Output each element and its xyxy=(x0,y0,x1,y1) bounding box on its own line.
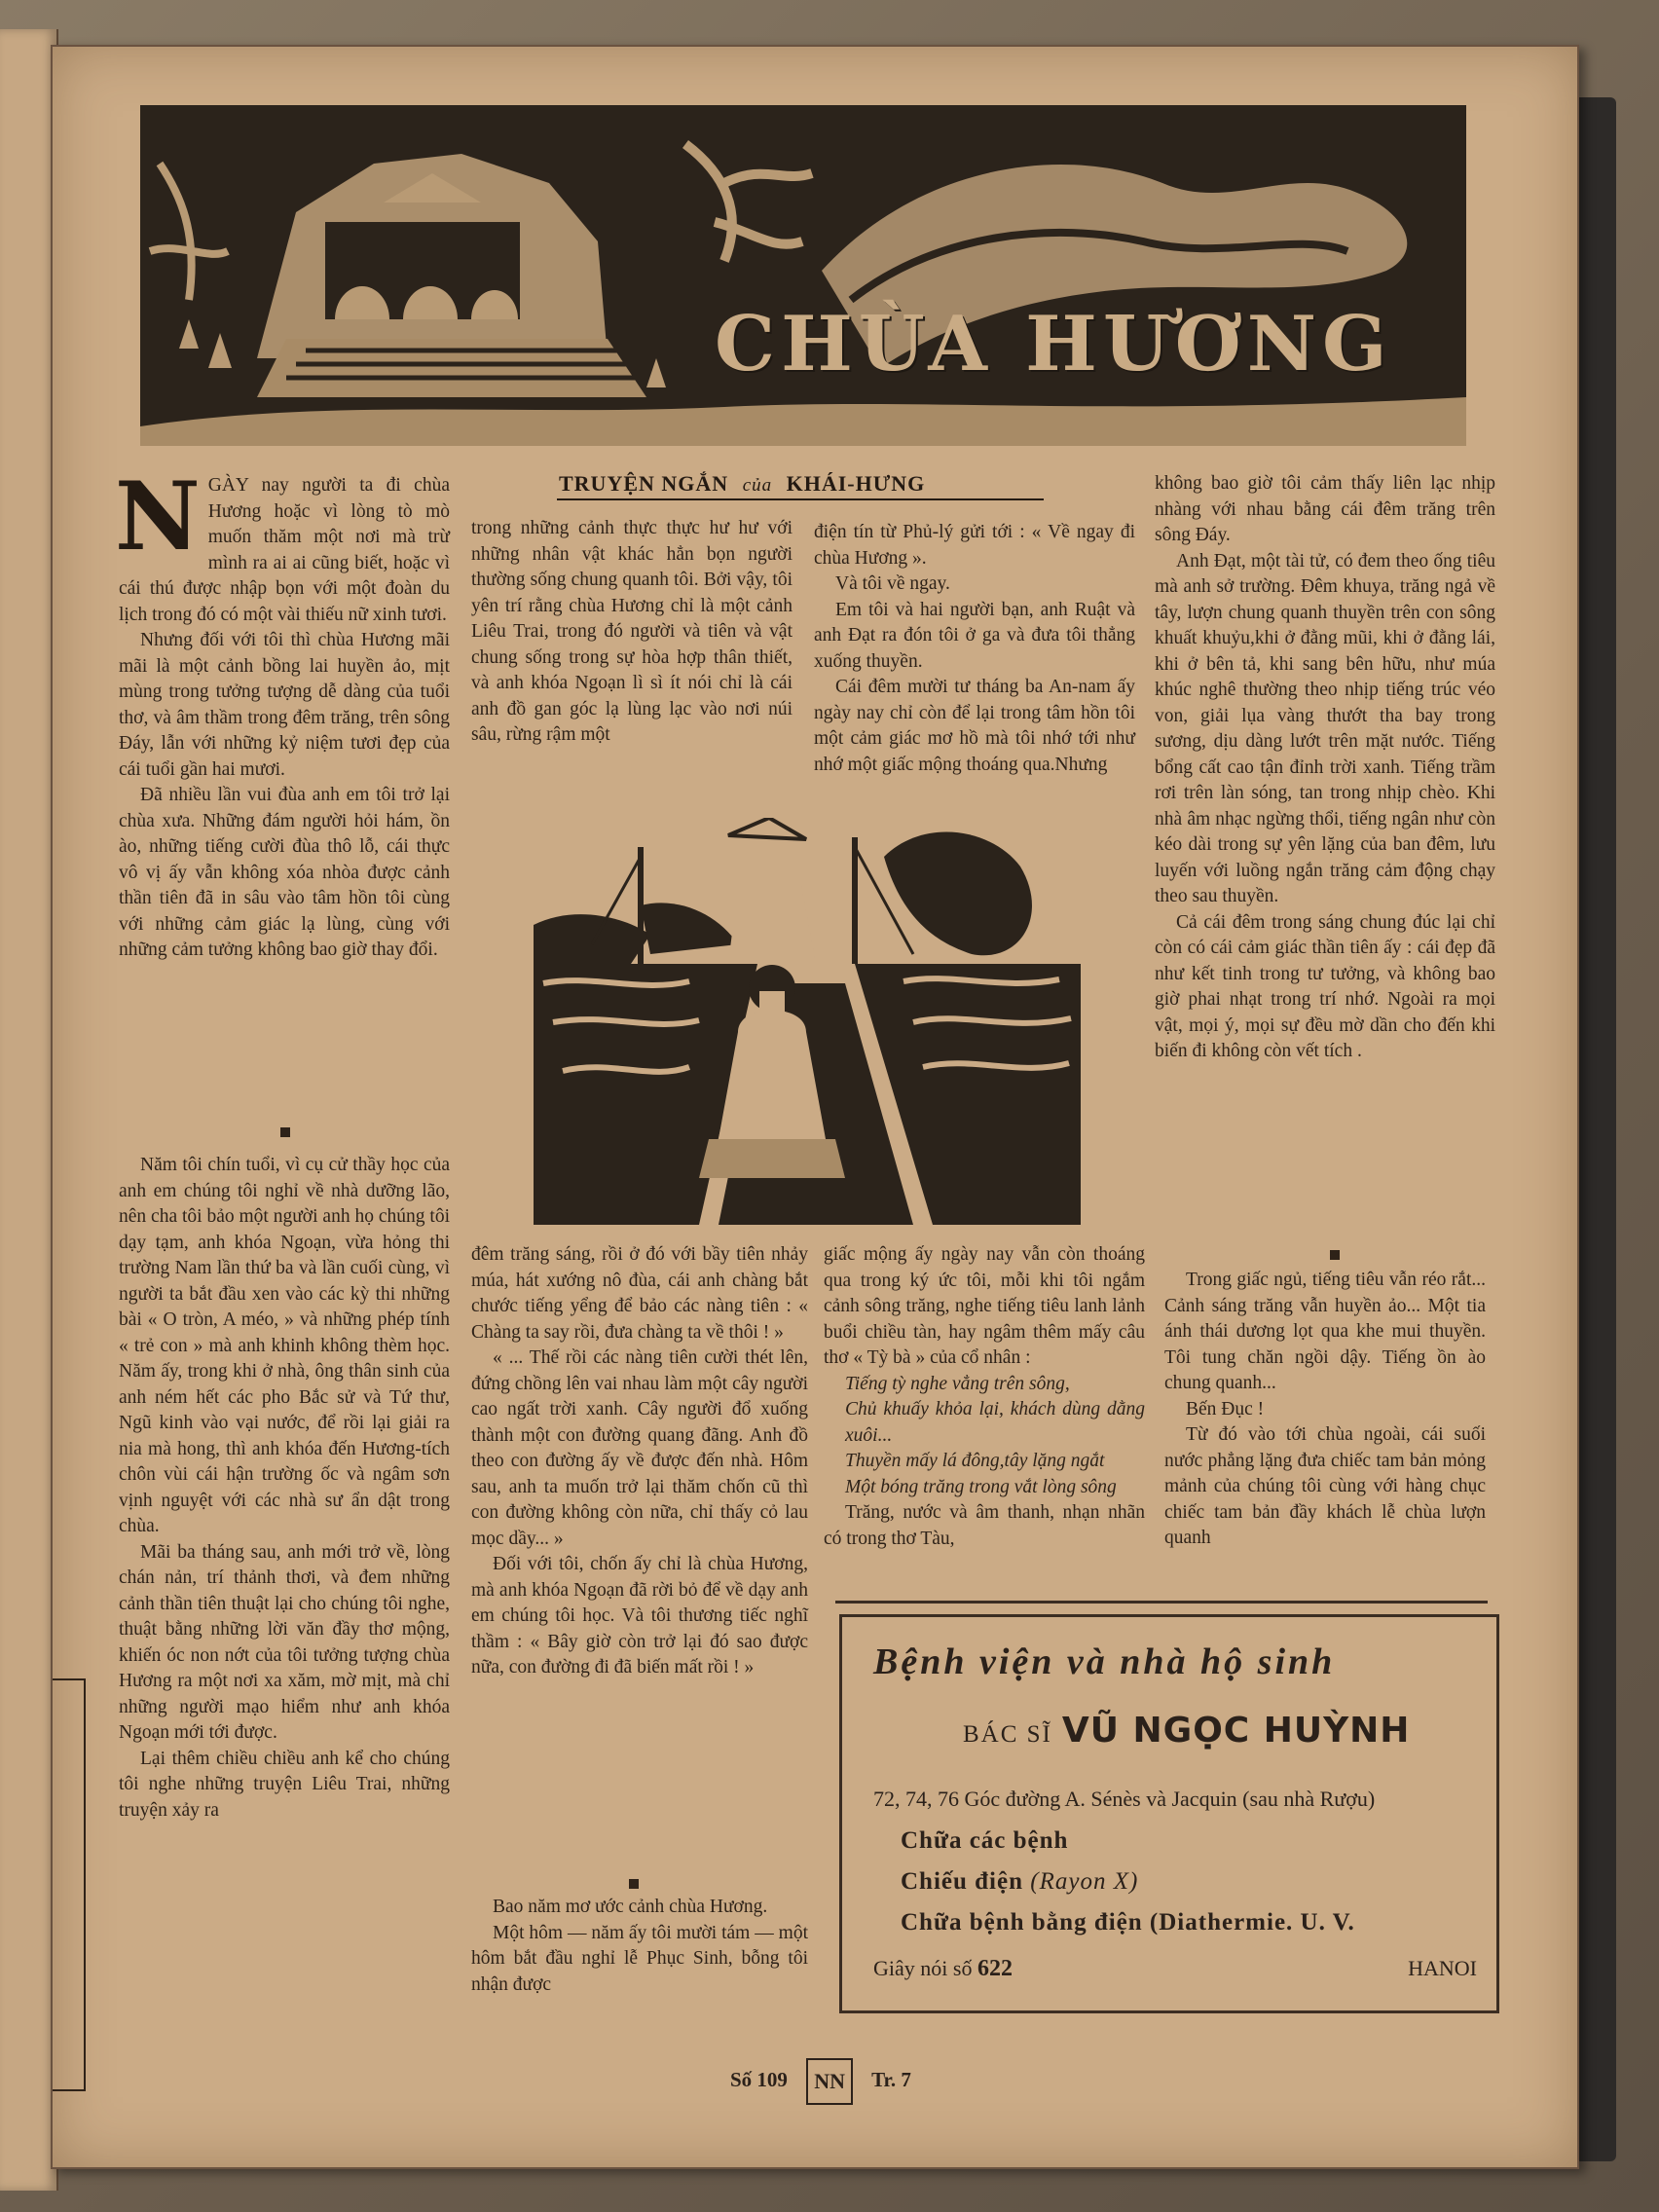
paragraph: Trăng, nước và âm thanh, nhạn nhãn có trong thơ Tàu, xyxy=(824,1502,1145,1549)
byline-of: của xyxy=(742,475,773,496)
paragraph: không bao giờ tôi cảm thấy liên lạc nhịp nhàng với nhau bằng cái đêm trăng trên sông Đáy. xyxy=(1155,473,1495,545)
paragraph: trong những cảnh thực thực hư hư với những nhân vật khác hẳn bọn người thường sống chung quanh tôi. Bởi vậy, tôi yên trí rằng chùa Hương chỉ là một cảnh Liêu Trai, trong đó người và tiên và vật chung sống trong sự hòa hợp thân thiết, và anh khóa Ngoạn lì sì ít nói chỉ là cái anh đồ gan góc lạ lùng lạc vào nơi núi sâu, rừng rậm một xyxy=(471,518,793,745)
paragraph: Cái đêm mười tư tháng ba An-nam ấy ngày nay chỉ còn để lại trong tâm hồn tôi một cảm giác mơ hồ mà tôi nhớ tới như nhớ một giấc mộng thoáng qua.Nhưng xyxy=(814,677,1135,775)
paragraph: Trong giấc ngủ, tiếng tiêu vẫn réo rắt... Cảnh sáng trăng vẫn huyền ảo... Một tia ánh thái dương lọt qua khe mui thuyền. Tôi tung chăn ngồi dậy. Tiếng ồn ào chung quanh... xyxy=(1164,1270,1486,1393)
ad-title: Bệnh viện và nhà hộ sinh xyxy=(873,1641,1336,1682)
issue-number: Số 109 xyxy=(730,2067,788,2091)
column-3-bottom xyxy=(824,1242,1145,1552)
section-separator xyxy=(1330,1250,1340,1260)
column-3-top xyxy=(814,520,1135,778)
paragraph: Năm tôi chín tuổi, vì cụ cử thầy học của anh em chúng tôi nghỉ về nhà dưỡng lão, nên cha tôi bảo một người anh họ chúng tôi dạy tạm, anh khóa Ngoạn, vừa hỏng thi trường Nam lần thứ ba và lần cuối cùng, vì người ta bắt đầu xen vào các kỳ thi những bài « O tròn, A méo, » và những phép tính « trẻ con » mà anh khinh không thèm học. Năm ấy, trong khi ở nhà, ông thân sinh của anh ném hết các pho Bắc sử và Tứ thư, Ngũ kinh vào vại nước, để rồi lại giải ra nia mà hong, thì anh khóa đến Hương-tích chôn vùi cái hận trường ốc và ngâm sơn vịnh nguyệt với các nhà sư ẩn dật trong chùa. xyxy=(119,1155,450,1536)
paragraph: giấc mộng ấy ngày nay vẫn còn thoáng qua trong ký ức tôi, mỗi khi tôi ngắm cảnh sông trăng, nghe tiếng tiêu lanh lảnh buổi chiều tàn, hay ngâm thêm mấy câu thơ « Tỳ bà » của cổ nhân : xyxy=(824,1244,1145,1368)
ad-city: HANOI xyxy=(1408,1956,1477,1980)
byline-prefix: TRUYỆN NGẮN xyxy=(559,471,729,496)
ad-doctor xyxy=(963,1711,1410,1751)
byline-author: KHÁI-HƯNG xyxy=(786,471,926,496)
column-4-bottom xyxy=(1164,1268,1486,1552)
section-separator xyxy=(629,1879,639,1889)
paragraph: Mãi ba tháng sau, anh mới trở về, lòng chán nản, trí thảnh thơi, và đem những cảnh thần tiên thuật lại cho chúng tôi nghe, thuật bằng những lời văn đầy thơ mộng, khiến óc non nớt của tôi tưởng tượng chùa Hương ra một nơi xa xăm, mờ mịt, mà chỉ những người mạo hiểm như anh khóa Ngoạn mới tới được. xyxy=(119,1541,450,1743)
ad-address: 72, 74, 76 Góc đường A. Sénès và Jacquin (sau nhà Rượu) xyxy=(873,1787,1376,1811)
column-2-end xyxy=(471,1895,808,1998)
ad-doctor-prefix: BÁC SĨ xyxy=(963,1721,1052,1748)
column-1-top xyxy=(115,461,450,964)
banner-title: CHÙA HƯƠNG xyxy=(715,300,1393,388)
page-footer xyxy=(730,2058,911,2105)
story-byline xyxy=(559,471,925,497)
section-separator xyxy=(280,1127,290,1137)
verse-line: Thuyền mấy lá đông,tây lặng ngắt xyxy=(845,1451,1105,1471)
paragraph: Lại thêm chiều chiều anh kể cho chúng tôi nghe những truyện Liêu Trai, những truyện xảy ra xyxy=(119,1748,450,1821)
woodcut-banner xyxy=(140,105,1466,446)
column-2-bottom xyxy=(471,1242,808,1681)
verse-line: Chủ khuấy khỏa lại, khách dùng dằng xuôi... xyxy=(845,1399,1145,1446)
drop-cap: N xyxy=(115,461,201,571)
column-4 xyxy=(1155,471,1495,1065)
paragraph: Đã nhiều lần vui đùa anh em tôi trở lại chùa xưa. Những đám người hỏi hám, ồn ào, những tiếng cười đùa thô lỗ, cái thực vô vị ấy vẫn không xóa nhòa được cảnh thần tiên đã in sâu vào tâm hồn tôi cùng với những cảm giác lạ lùng, cùng với những cảm tưởng không bao giờ thay đổi. xyxy=(119,785,450,960)
ad-line-2-text: Chiếu điện xyxy=(901,1868,1024,1895)
page-number: Tr. 7 xyxy=(871,2067,911,2091)
paragraph xyxy=(115,461,450,628)
verse-line: Một bóng trăng trong vắt lòng sông xyxy=(845,1476,1117,1497)
column-2-top xyxy=(471,516,793,749)
ad-phone xyxy=(873,1956,1013,1982)
ad-line-3: Chữa bệnh bằng điện (Diathermie. U. V. xyxy=(901,1909,1355,1936)
paragraph-text: GÀY nay người ta đi chùa Hương hoặc vì lòng tò mò muốn thăm một nơi mà trừ mình ra ai ai cũng biết, hoặc vì cái thú được nhập bọn với một đoàn du lịch trong đó có một vài thiếu nữ xinh tươi. xyxy=(119,475,450,625)
paragraph: Từ đó vào tới chùa ngoài, cái suối nước phẳng lặng đưa chiếc tam bản mỏng mảnh của chúng tôi cùng với hàng chục chiếc tam bản đầy khách lễ chùa lượn quanh xyxy=(1164,1424,1486,1548)
woodcut-illustration xyxy=(140,105,1466,446)
ad-top-rule xyxy=(835,1601,1488,1604)
ad-line-2 xyxy=(901,1868,1138,1896)
paragraph: Anh Đạt, một tài tử, có đem theo ống tiêu mà anh sở trường. Đêm khuya, trăng ngả về tây, lượn chung quanh thuyền trên con sông khuất khuỷu,khi ở đằng mũi, khi ở đằng lái, khi ở bên tả, khi sang bên hữu, như múa khúc nghê thường theo nhịp tiếng trúc véo von, giải lụa vàng thướt tha bay trong sương, dịu dàng lướt trên mặt nước. Tiếng bổng cất cao tận đỉnh trời xanh. Tiếng trầm rơi trên làn sóng, tan trong nhịp chèo. Khi nhà âm nhạc ngừng thổi, tiếng ngân như còn kéo dài trong sự yên lặng của ban đêm, lưu luyến với luồng ngắn trăng cảm động chạy theo sau thuyền. xyxy=(1155,550,1495,906)
ad-phone-number: 622 xyxy=(977,1956,1013,1981)
paragraph: Nhưng đối với tôi thì chùa Hương mãi mãi là một cảnh bồng lai huyền ảo, mịt mùng trong tưởng tượng dễ dàng của tuổi thơ, và âm thầm trong đêm trăng, trên sông Đáy, lẫn với những kỷ niệm tươi đẹp của cái tuổi gần hai mươi. xyxy=(119,630,450,780)
paragraph: Em tôi và hai người bạn, anh Ruật và anh Đạt ra đón tôi ở ga và đưa tôi thẳng xuống thuyền. xyxy=(814,599,1135,672)
paragraph: Cả cái đêm trong sáng chung đúc lại chỉ còn có cái cảm giác thần tiên ấy : cái đẹp đã như kết tinh trong tư tưởng, và không bao giờ phai nhạt trong trí nhớ. Ngoài ra mọi vật, mọi ý, mọi sự đều mờ dần cho đến khi biến đi không còn vết tích . xyxy=(1155,911,1495,1061)
paragraph: đêm trăng sáng, rồi ở đó với bầy tiên nhảy múa, hát xướng nô đùa, cái anh chàng bắt chước tiếng yểng để bảo các nàng tiên : « Chàng ta say rồi, đưa chàng ta về thôi ! » xyxy=(471,1244,808,1343)
hospital-advertisement xyxy=(839,1614,1499,2013)
paragraph: Đối với tôi, chốn ấy chỉ là chùa Hương, mà anh khóa Ngoạn đã rời bỏ để về dạy anh em chúng tôi học. Và tôi thương tiếc nghĩ thầm : « Bây giờ còn trở lại đó sao được nữa, con đường đi đã biến mất rồi ! » xyxy=(471,1554,808,1677)
paragraph: điện tín từ Phủ-lý gửi tới : « Về ngay đi chùa Hương ». xyxy=(814,522,1135,569)
paragraph: Bao năm mơ ước cảnh chùa Hương. xyxy=(493,1897,768,1917)
ad-phone-prefix: Giây nói số xyxy=(873,1956,973,1980)
left-page-frame xyxy=(53,1678,86,2091)
ad-line-1: Chữa các bệnh xyxy=(901,1827,1069,1854)
column-1-bottom xyxy=(119,1153,450,1824)
verse-block xyxy=(824,1372,1145,1501)
ad-line-2-paren: (Rayon X) xyxy=(1030,1868,1139,1895)
paragraph: Một hôm — năm ấy tôi mười tám — một hôm bắt đầu nghỉ lễ Phục Sinh, bỗng tôi nhận được xyxy=(471,1922,808,1995)
paragraph: « ... Thế rồi các nàng tiên cười thét lên, đứng chồng lên vai nhau làm một cây người cao ngất trời xanh. Cây người đổ xuống thành một con đường quang đãng. Anh đồ theo con đường ấy về được đến nhà. Hôm sau, anh ta muốn trở lại thăm chốn cũ thì con đường không còn nữa, chỉ thấy cỏ lau mọc dầy... » xyxy=(471,1347,808,1549)
paragraph: Và tôi về ngay. xyxy=(835,573,950,594)
verse-line: Tiếng tỳ nghe vẳng trên sông, xyxy=(845,1373,1070,1394)
paragraph: Bến Đục ! xyxy=(1186,1398,1265,1419)
magazine-logo: NN xyxy=(806,2058,853,2105)
byline-underline xyxy=(557,498,1044,500)
boat-woodcut-illustration xyxy=(534,818,1081,1225)
left-page-edge xyxy=(0,29,58,2191)
ad-doctor-name: VŨ NGỌC HUỲNH xyxy=(1061,1711,1411,1751)
